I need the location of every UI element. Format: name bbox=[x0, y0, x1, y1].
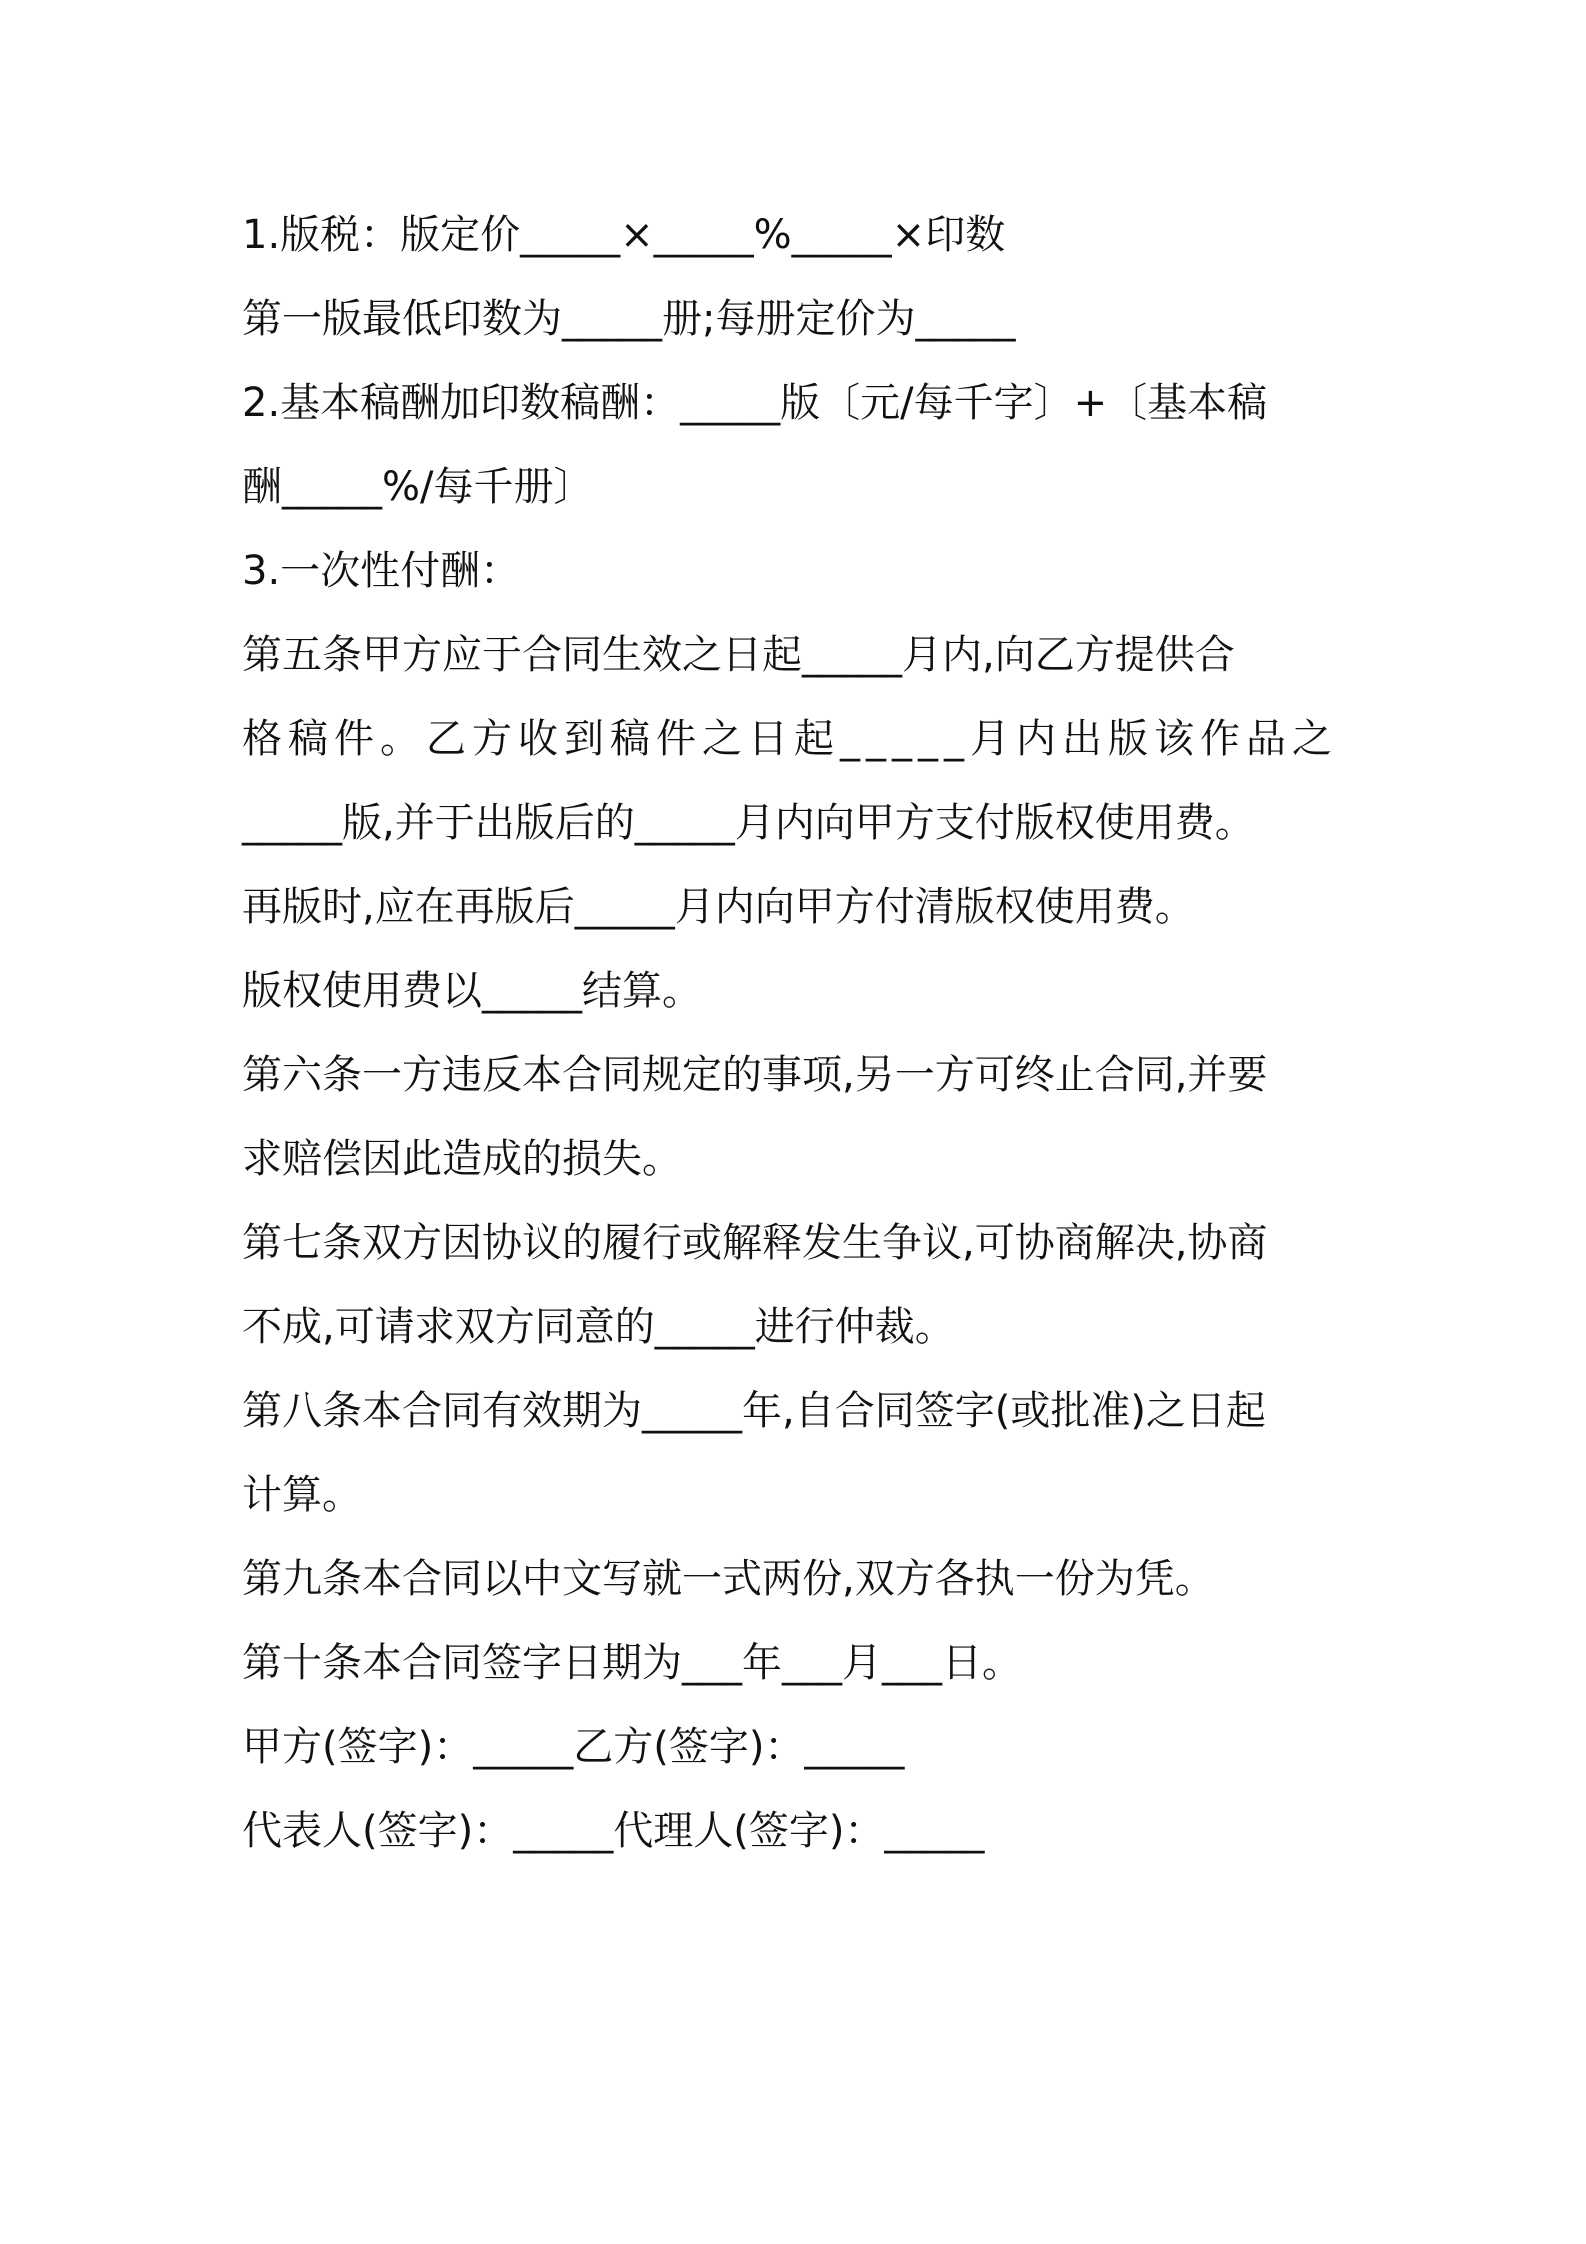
article-five-line-5: 版权使用费以_____结算。 bbox=[242, 968, 702, 1014]
article-five-line-2: 格稿件。乙方收到稿件之日起_____月内出版该作品之 bbox=[242, 716, 1338, 762]
signature-party-a-b: 甲方(签字)：_____乙方(签字)：_____ bbox=[242, 1724, 905, 1770]
article-six-line-1: 第六条一方违反本合同规定的事项,另一方可终止合同,并要 bbox=[242, 1052, 1268, 1098]
article-ten: 第十条本合同签字日期为___年___月___日。 bbox=[242, 1640, 1022, 1686]
clause-first-edition-print-run: 第一版最低印数为_____册;每册定价为_____ bbox=[242, 296, 1016, 342]
article-eight-line-1: 第八条本合同有效期为_____年,自合同签字(或批准)之日起 bbox=[242, 1388, 1266, 1434]
article-five-line-1: 第五条甲方应于合同生效之日起_____月内,向乙方提供合 bbox=[242, 632, 1235, 678]
article-seven-line-2: 不成,可请求双方同意的_____进行仲裁。 bbox=[242, 1304, 955, 1350]
clause-basic-fee-continued: 酬_____%/每千册〕 bbox=[242, 464, 594, 510]
article-six-line-2: 求赔偿因此造成的损失。 bbox=[242, 1136, 682, 1182]
article-five-line-4: 再版时,应在再版后_____月内向甲方付清版权使用费。 bbox=[242, 884, 1195, 930]
signature-representative-agent: 代表人(签字)：_____代理人(签字)：_____ bbox=[242, 1808, 985, 1854]
article-nine: 第九条本合同以中文写就一式两份,双方各执一份为凭。 bbox=[242, 1556, 1215, 1602]
article-eight-line-2: 计算。 bbox=[242, 1472, 362, 1518]
clause-lump-sum: 3.一次性付酬： bbox=[242, 548, 521, 594]
contract-body bbox=[242, 193, 1362, 1873]
clause-basic-fee: 2.基本稿酬加印数稿酬：_____版〔元/每千字〕+〔基本稿 bbox=[242, 380, 1268, 426]
article-five-line-3: _____版,并于出版后的_____月内向甲方支付版权使用费。 bbox=[242, 800, 1255, 846]
article-seven-line-1: 第七条双方因协议的履行或解释发生争议,可协商解决,协商 bbox=[242, 1220, 1268, 1266]
clause-royalty: 1.版税：版定价_____×_____%_____×印数 bbox=[242, 212, 1006, 258]
